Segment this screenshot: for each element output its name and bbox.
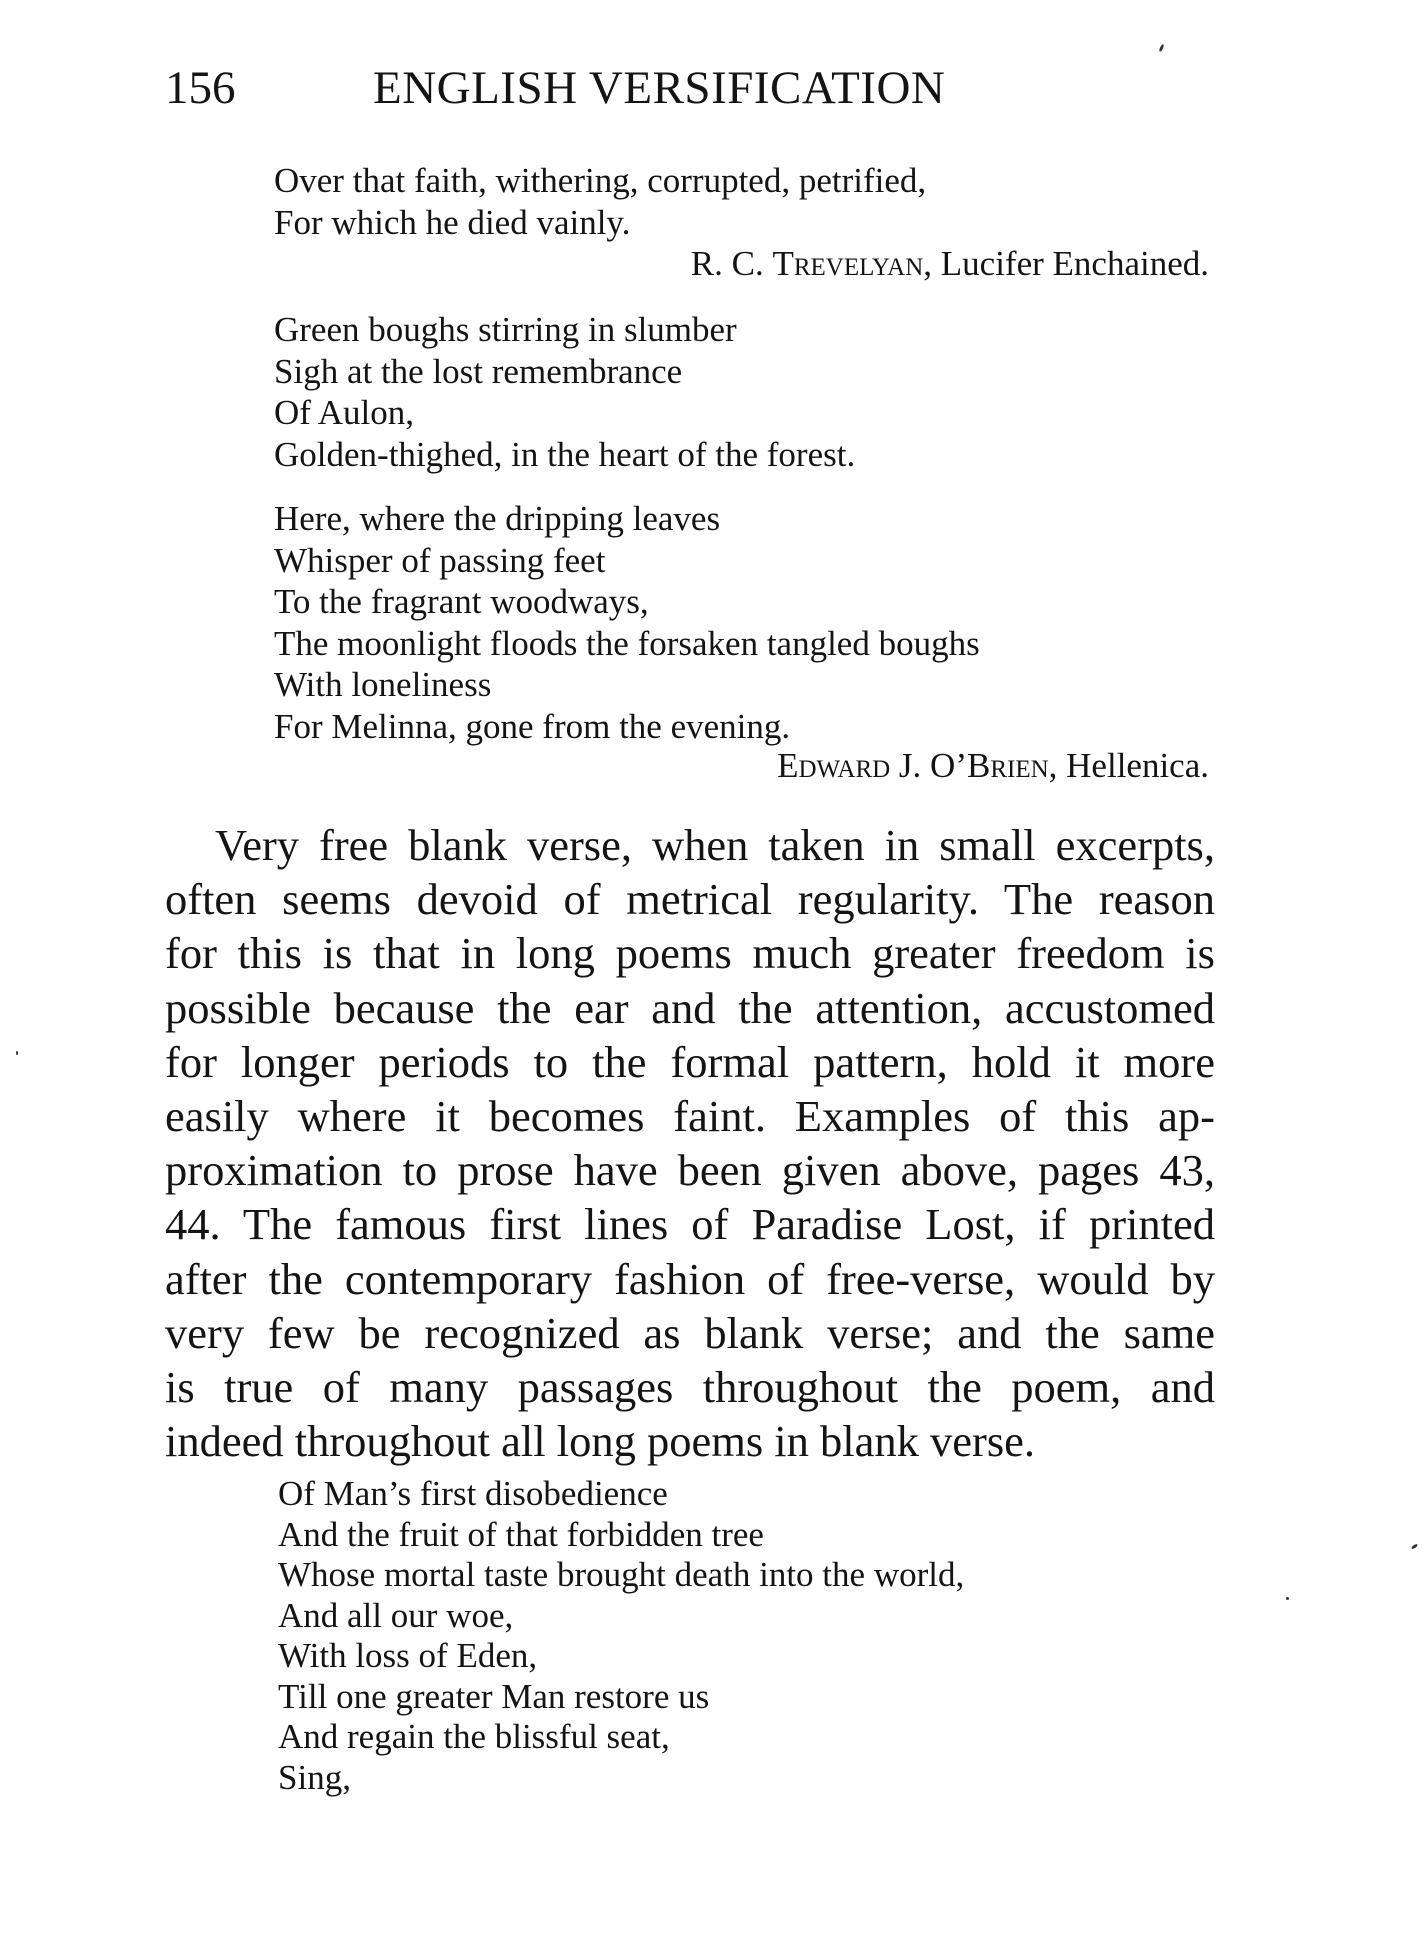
paragraph-line: easily where it becomes faint. Examples of this ap-: [165, 1091, 1215, 1142]
verse-line: Here, where the dripping leaves: [274, 499, 721, 538]
verse-line: And regain the blissful seat,: [278, 1717, 670, 1756]
body-paragraph: [165, 818, 1215, 1468]
paragraph-line: for longer periods to the formal pattern, hold it more: [165, 1036, 1215, 1087]
paragraph-line: for this is that in long poems much greater freedom is: [165, 928, 1215, 979]
paragraph-line: proximation to prose have been given above, pages 43,: [165, 1145, 1215, 1196]
verse-line: For Melinna, gone from the evening.: [274, 706, 791, 746]
author-initials: R. C.: [690, 244, 773, 283]
verse-line: Whose mortal taste brought death into the world,: [278, 1555, 965, 1594]
verse-line: Whisper of passing feet: [274, 540, 606, 580]
obrien-stanza-1: [274, 309, 1204, 475]
author-surname: Brien: [966, 746, 1049, 785]
verse-line: To the fragrant woodways,: [274, 582, 649, 621]
paragraph-line: indeed throughout all long poems in blank verse.: [165, 1416, 1036, 1467]
verse-line: With loss of Eden,: [278, 1636, 538, 1675]
trevelyan-excerpt: [274, 160, 1204, 243]
milton-excerpt: [278, 1474, 1178, 1798]
paragraph-line: after the contemporary fashion of free-verse, would by: [165, 1253, 1215, 1304]
scan-mark: [1286, 1597, 1289, 1600]
verse-line: For which he died vainly.: [274, 202, 631, 242]
scan-mark: [1158, 44, 1164, 53]
paragraph-line: Very free blank verse, when taken in small excerpts,: [215, 820, 1215, 870]
verse-line: Of Man’s first disobedience: [278, 1474, 668, 1513]
trevelyan-attribution: [691, 243, 1209, 285]
paragraph-line: very few be recognized as blank verse; and the same: [165, 1307, 1215, 1358]
author-surname: Trevelyan: [772, 244, 924, 283]
verse-line: Sigh at the lost remembrance: [274, 351, 683, 391]
verse-line: Of Aulon,: [274, 393, 414, 432]
verse-line: Green boughs stirring in slumber: [274, 310, 737, 349]
verse-line: Sing,: [278, 1757, 351, 1797]
obrien-stanza-2: [274, 498, 1204, 747]
obrien-attribution: [777, 745, 1209, 787]
paragraph-line: is true of many passages throughout the poem, and: [165, 1362, 1215, 1413]
paragraph-line: 44. The famous first lines of Paradise Lost, if printed: [165, 1199, 1215, 1250]
verse-line: Over that faith, withering, corrupted, petrified,: [274, 161, 927, 200]
work-title: , Hellenica.: [1048, 746, 1209, 785]
verse-line: With loneliness: [274, 665, 492, 704]
running-title: ENGLISH VERSIFICATION: [373, 62, 946, 114]
author-first-name: Edward: [777, 746, 891, 785]
verse-line: And the fruit of that forbidden tree: [278, 1514, 764, 1554]
paragraph-line: often seems devoid of metrical regularity. The reason: [165, 874, 1215, 925]
scan-mark: [16, 1051, 18, 1055]
verse-line: The moonlight floods the forsaken tangled boughs: [274, 623, 980, 663]
page-header: [165, 58, 1215, 118]
page-number: 156: [165, 62, 236, 114]
verse-line: Till one greater Man restore us: [278, 1676, 710, 1716]
scan-mark: [1411, 1543, 1418, 1549]
verse-line: And all our woe,: [278, 1595, 514, 1635]
author-middle: J. O’: [890, 746, 967, 785]
paragraph-line: possible because the ear and the attention, accustomed: [165, 982, 1215, 1033]
verse-line: Golden-thighed, in the heart of the forest.: [274, 434, 856, 474]
work-title: , Lucifer Enchained.: [923, 244, 1209, 283]
